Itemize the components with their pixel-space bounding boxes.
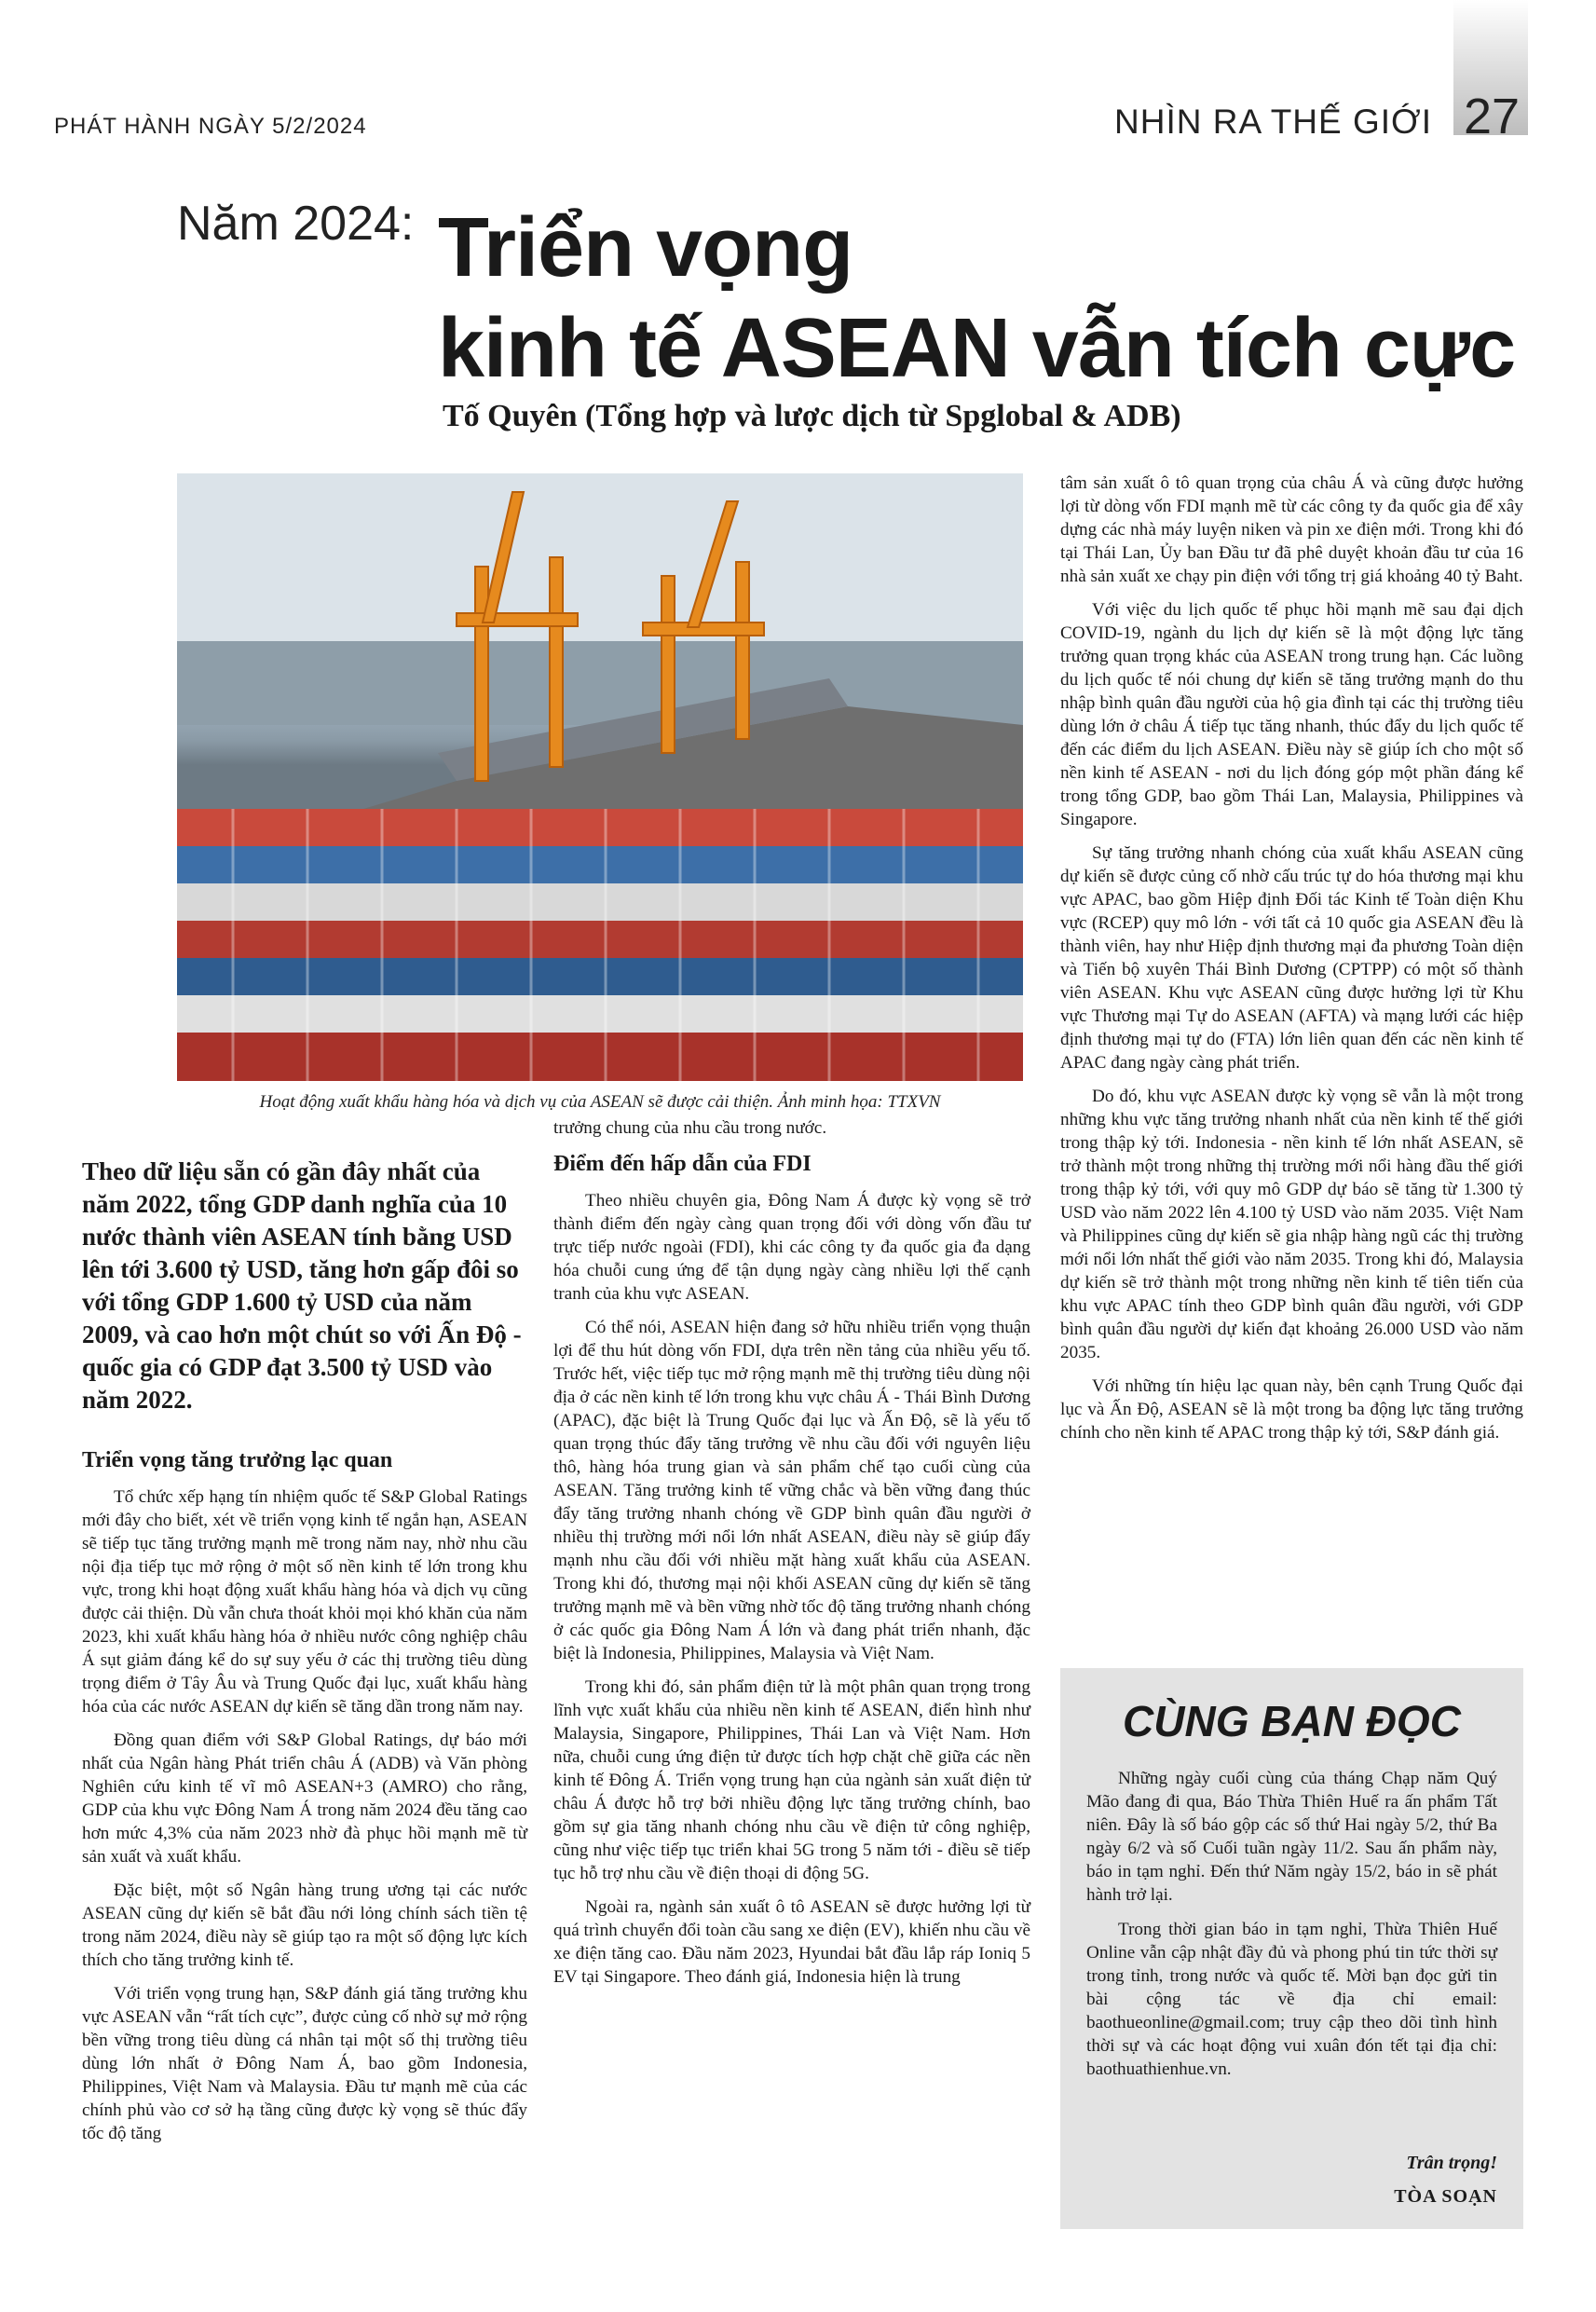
notice-body xyxy=(1086,1767,1497,2092)
paragraph: Trong khi đó, sản phẩm điện tử là một phân quan trọng trong lĩnh vực xuất khẩu của nhiều nền kinh tế ASEAN, điển hình như Malaysia, Singapore, Philippines, Thái Lan và Việt Nam. Hơn nữa, chuỗi cung ứng điện tử được tích hợp chặt chẽ giữa các nền kinh tế Đông Á. Triển vọng trung hạn của ngành sản xuất điện tử châu Á được hỗ trợ bởi nhiều động lực tăng trưởng chính, bao gồm sự gia tăng nhanh chóng nhu cầu về điện tử công nghiệp, cũng như việc tiếp tục triển khai 5G trong 5 năm tới - điều sẽ tiếp tục hỗ trợ nhu cầu về điện thoại di động 5G. xyxy=(553,1677,1030,1883)
section-title: NHÌN RA THẾ GIỚI xyxy=(1114,103,1433,141)
subheading-fdi-destination: Điểm đến hấp dẫn của FDI xyxy=(553,1152,812,1176)
paragraph: Đặc biệt, một số Ngân hàng trung ương tại các nước ASEAN cũng dự kiến sẽ bắt đầu nới lỏng chính sách tiền tệ trong năm 2024, điều này sẽ giúp tạo ra một số động lực kích thích cho tăng trưởng kinh tế. xyxy=(82,1881,527,1970)
paragraph: tâm sản xuất ô tô quan trọng của châu Á và cũng được hưởng lợi từ dòng vốn FDI mạnh mẽ từ các công ty đa quốc gia để xây dựng các nhà máy luyện niken và pin xe điện mới. Trong khi đó tại Thái Lan, Ủy ban Đầu tư đã phê duyệt khoản đầu tư của 16 nhà sản xuất xe chạy pin điện với tổng trị giá khoảng 40 tỷ Baht. xyxy=(1060,473,1523,586)
reader-notice-box xyxy=(1060,1668,1523,2229)
column-1 xyxy=(82,1443,527,2155)
container-rows xyxy=(177,809,1023,1081)
notice-signoff: Trân trọng! xyxy=(1406,2153,1497,2173)
headline xyxy=(438,198,1537,399)
headline-line-2: kinh tế ASEAN vẫn tích cực xyxy=(438,302,1516,395)
photo-caption: Hoạt động xuất khẩu hàng hóa và dịch vụ của ASEAN sẽ được cải thiện. Ảnh minh họa: TTXVN xyxy=(259,1092,941,1112)
paragraph: Với những tín hiệu lạc quan này, bên cạnh Trung Quốc đại lục và Ấn Độ, ASEAN sẽ là một trong ba động lực tăng trưởng chính cho nền kinh tế APAC trong thập kỷ tới, S&P đánh giá. xyxy=(1060,1376,1523,1443)
paragraph: Theo nhiều chuyên gia, Đông Nam Á được kỳ vọng sẽ trở thành điểm đến ngày càng quan trọng đối với dòng vốn đầu tư trực tiếp nước ngoài (FDI), khi các công ty đa quốc gia đa dạng hóa chuỗi cung ứng để tận dụng ngày càng nhiều lợi thế cạnh tranh của khu vực ASEAN. xyxy=(553,1191,1030,1304)
paragraph: Với việc du lịch quốc tế phục hồi mạnh mẽ sau đại dịch COVID-19, ngành du lịch dự kiến sẽ là một động lực tăng trưởng quan trọng khác của ASEAN trong trung hạn. Các luồng du lịch quốc tế nói chung dự kiến sẽ tăng trưởng mạnh do thu nhập bình quân đầu người của hộ gia đình tại các thị trường tiêu dùng lớn ở châu Á tiếp tục tăng nhanh, thúc đẩy du lịch quốc tế đến các điểm du lịch ASEAN. Điều này sẽ giúp ích cho một số nền kinh tế ASEAN - nơi du lịch đóng góp một phần đáng kể trong tổng GDP, bao gồm Thái Lan, Malaysia, Philippines và Singapore. xyxy=(1060,600,1523,829)
port-illustration xyxy=(177,473,1023,1081)
issue-date: PHÁT HÀNH NGÀY 5/2/2024 xyxy=(54,114,367,139)
paragraph: Ngoài ra, ngành sản xuất ô tô ASEAN sẽ được hưởng lợi từ quá trình chuyển đổi toàn cầu sang xe điện (EV), khiến nhu cầu về xe điện tăng cao. Đầu năm 2023, Hyundai bắt đầu lắp ráp Ioniq 5 EV tại Singapore. Theo đánh giá, Indonesia hiện là trung xyxy=(553,1897,1030,1987)
column-3 xyxy=(1060,472,1523,1455)
paragraph: Tổ chức xếp hạng tín nhiệm quốc tế S&P Global Ratings mới đây cho biết, xét về triển vọng kinh tế ngắn hạn, ASEAN sẽ tiếp tục tăng trưởng mạnh mẽ trong năm nay, nhờ nhu cầu nội địa tiếp tục mở rộng ở một số nền kinh tế lớn trong khu vực, trong khi hoạt động xuất khẩu hàng hóa và dịch vụ cũng được cải thiện. Dù vẫn chưa thoát khỏi mọi khó khăn của năm 2023, khi xuất khẩu hàng hóa ở nhiều nước công nghiệp châu Á sụt giảm đáng kể do sự suy yếu ở các thị trường tiêu dùng trọng điểm ở Tây Âu và Trung Quốc đại lục, xuất khẩu hàng hóa của các nước ASEAN dự kiến sẽ tăng dần trong năm nay. xyxy=(82,1487,527,1717)
paragraph: Với triển vọng trung hạn, S&P đánh giá tăng trưởng khu vực ASEAN vẫn “rất tích cực”, được củng cố nhờ sự mở rộng bền vững trong tiêu dùng cá nhân tại một số thị trường tiêu dùng lớn nhất ở Đông Nam Á, bao gồm Indonesia, Philippines, Việt Nam và Malaysia. Đầu tư mạnh mẽ của các chính phủ vào cơ sở hạ tầng cũng được kỳ vọng sẽ thúc đẩy tốc độ tăng xyxy=(82,1984,527,2143)
notice-title: CÙNG BẠN ĐỌC xyxy=(1123,1697,1461,1745)
headline-line-1: Triển vọng xyxy=(438,201,853,294)
paragraph: Do đó, khu vực ASEAN được kỳ vọng sẽ vẫn là một trong những khu vực tăng trưởng nhanh nhất của nền kinh tế thế giới trong thập kỷ tới. Indonesia - nền kinh tế lớn nhất ASEAN, sẽ trở thành một trong những thị trường mới nổi hàng đầu thế giới trong thập kỷ tới, với quy mô GDP dự báo sẽ tăng từ 1.300 tỷ USD vào năm 2022 lên 4.100 tỷ USD vào năm 2035. Việt Nam và Philippines cũng dự kiến sẽ gia nhập hàng ngũ các thị trường mới nổi lớn nhất thế giới vào năm 2035. Trong khi đó, Malaysia dự kiến sẽ trở thành một trong những nền kinh tế tiên tiến của khu vực APAC tính theo GDP bình quân đầu người, với GDP bình quân đầu người dự kiến đạt khoảng 26.000 USD vào năm 2035. xyxy=(1060,1087,1523,1362)
headline-kicker: Năm 2024: xyxy=(177,197,415,251)
column-2 xyxy=(553,1116,1030,1999)
paragraph: Sự tăng trưởng nhanh chóng của xuất khẩu ASEAN cũng dự kiến sẽ được củng cố nhờ cấu trúc tự do hóa thương mại khu vực APAC, bao gồm Hiệp định Đối tác Kinh tế Toàn diện Khu vực (RCEP) quy mô lớn - với tất cả 10 quốc gia ASEAN đều là thành viên, hay như Hiệp định thương mại đa phương Toàn diện và Tiến bộ xuyên Thái Bình Dương (CPTPP) có một số thành viên ASEAN. Khu vực ASEAN cũng được hưởng lợi từ Khu vực Thương mại Tự do ASEAN (AFTA) và mạng lưới các hiệp định thương mại tự do (FTA) lớn liên quan đến các nền kinh tế APAC đang ngày càng phát triển. xyxy=(1060,843,1523,1073)
notice-office: TÒA SOẠN xyxy=(1394,2186,1497,2207)
subheading-growth-outlook: Triển vọng tăng trưởng lạc quan xyxy=(82,1448,393,1472)
port-container-photo xyxy=(177,473,1023,1081)
paragraph: Đồng quan điểm với S&P Global Ratings, dự báo mới nhất của Ngân hàng Phát triển châu Á (ADB) và Văn phòng Nghiên cứu kinh tế vĩ mô ASEAN+3 (AMRO) cho rằng, GDP của khu vực Đông Nam Á trong năm 2024 đều tăng cao hơn mức 4,3% của năm 2023 nhờ đà phục hồi mạnh mẽ từ sản xuất và xuất khẩu. xyxy=(82,1731,527,1867)
lead-paragraph: Theo dữ liệu sẵn có gần đây nhất của năm 2022, tổng GDP danh nghĩa của 10 nước thành viên ASEAN tính bằng USD lên tới 3.600 tỷ USD, tăng hơn gấp đôi so với tổng GDP 1.600 tỷ USD của năm 2009, và cao hơn một chút so với Ấn Độ - quốc gia có GDP đạt 3.500 tỷ USD vào năm 2022. xyxy=(82,1157,522,1414)
paragraph: Có thể nói, ASEAN hiện đang sở hữu nhiều triển vọng thuận lợi để thu hút dòng vốn FDI, dựa trên nền tảng của nhiều yếu tố. Trước hết, việc tiếp tục mở rộng mạnh mẽ thị trường tiêu dùng nội địa ở các nền kinh tế lớn trong khu vực châu Á - Thái Bình Dương (APAC), đặc biệt là Trung Quốc đại lục và Ấn Độ, sẽ là yếu tố quan trọng thúc đẩy tăng trưởng về nhu cầu đối với nguyên liệu thô, hàng hóa trung gian và sản phẩm chế tạo cuối cùng của ASEAN. Tăng trưởng kinh tế vững chắc và bền vững đang thúc đẩy tăng trưởng nhanh chóng về GDP bình quân đầu người ở nhiều thị trường mới nổi lớn nhất ASEAN, điều này sẽ giúp đẩy mạnh nhu cầu đối với nhiều mặt hàng xuất khẩu của ASEAN. Trong khi đó, thương mại nội khối ASEAN cũng dự kiến sẽ tăng trưởng mạnh mẽ và bền vững nhờ tốc độ tăng trưởng nhanh chóng ở các quốc gia Đông Nam Á lớn và đang phát triển nhanh, đặc biệt là Indonesia, Philippines, Malaysia và Việt Nam. xyxy=(553,1318,1030,1663)
paragraph: Những ngày cuối cùng của tháng Chạp năm Quý Mão đang đi qua, Báo Thừa Thiên Huế ra ấn phẩm Tất niên. Đây là số báo gộp các số thứ Hai ngày 5/2, thứ Ba ngày 6/2 và số Cuối tuần ngày 11/2. Sau ấn phẩm này, báo in tạm nghỉ. Đến thứ Năm ngày 15/2, báo in sẽ phát hành trở lại. xyxy=(1086,1769,1497,1905)
paragraph: Trong thời gian báo in tạm nghỉ, Thừa Thiên Huế Online vẫn cập nhật đầy đủ và phong phú tin tức thời sự trong tỉnh, trong nước và quốc tế. Mời bạn đọc gửi tin bài cộng tác về địa chỉ email: baothueonline@gmail.com; truy cập theo dõi tình hình thời sự và các hoạt động vui xuân đón tết tại địa chỉ: baothuathienhue.vn. xyxy=(1086,1920,1497,2079)
page-number: 27 xyxy=(1463,89,1521,144)
byline: Tố Quyên (Tổng hợp và lược dịch từ Spglobal & ADB) xyxy=(443,399,1181,433)
paragraph: trưởng chung của nhu cầu trong nước. xyxy=(553,1118,827,1138)
